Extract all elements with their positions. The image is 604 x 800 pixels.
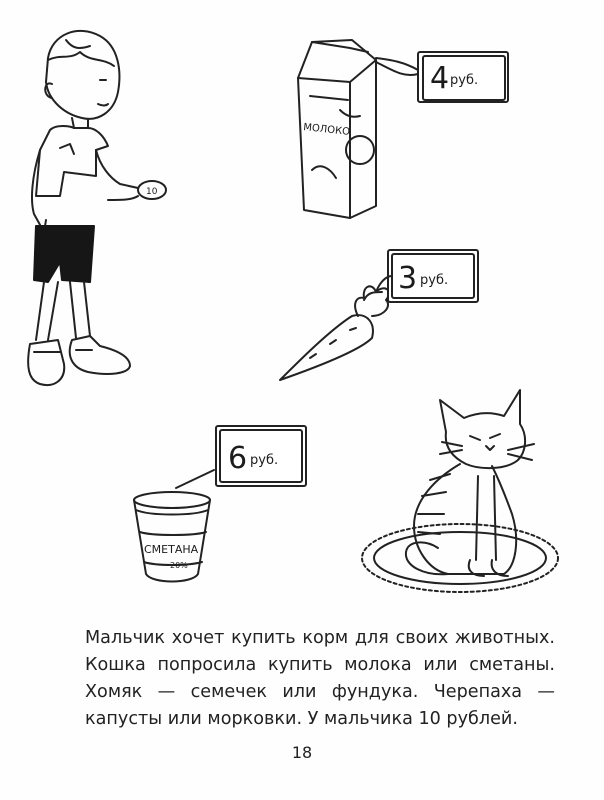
milk-price-amount: 4 <box>430 61 450 96</box>
boy-illustration <box>28 31 166 385</box>
carrot-illustration <box>280 286 389 380</box>
carrot-price-amount: 3 <box>398 261 418 296</box>
cream-cup-label: СМЕТАНА <box>144 543 199 556</box>
story-text <box>85 625 555 733</box>
coin-label: 10 <box>146 187 158 197</box>
milk-carton-label: МОЛОКО <box>302 122 351 138</box>
carrot-price-unit: руб. <box>420 273 449 288</box>
page-number: 18 <box>291 743 313 762</box>
story-paragraph: Мальчик хочет купить корм для своих животных. Кошка попросила купить молока или сметаны. Хомяк — семечек или фундука. Черепаха — капусты или морковки. У мальчика 10 рублей. <box>85 628 555 729</box>
milk-price-unit: руб. <box>450 73 479 88</box>
cream-price-amount: 6 <box>228 441 248 476</box>
cream-price-unit: руб. <box>250 453 279 468</box>
cat-illustration <box>362 390 558 592</box>
cream-fat-label: 20% <box>170 561 188 570</box>
